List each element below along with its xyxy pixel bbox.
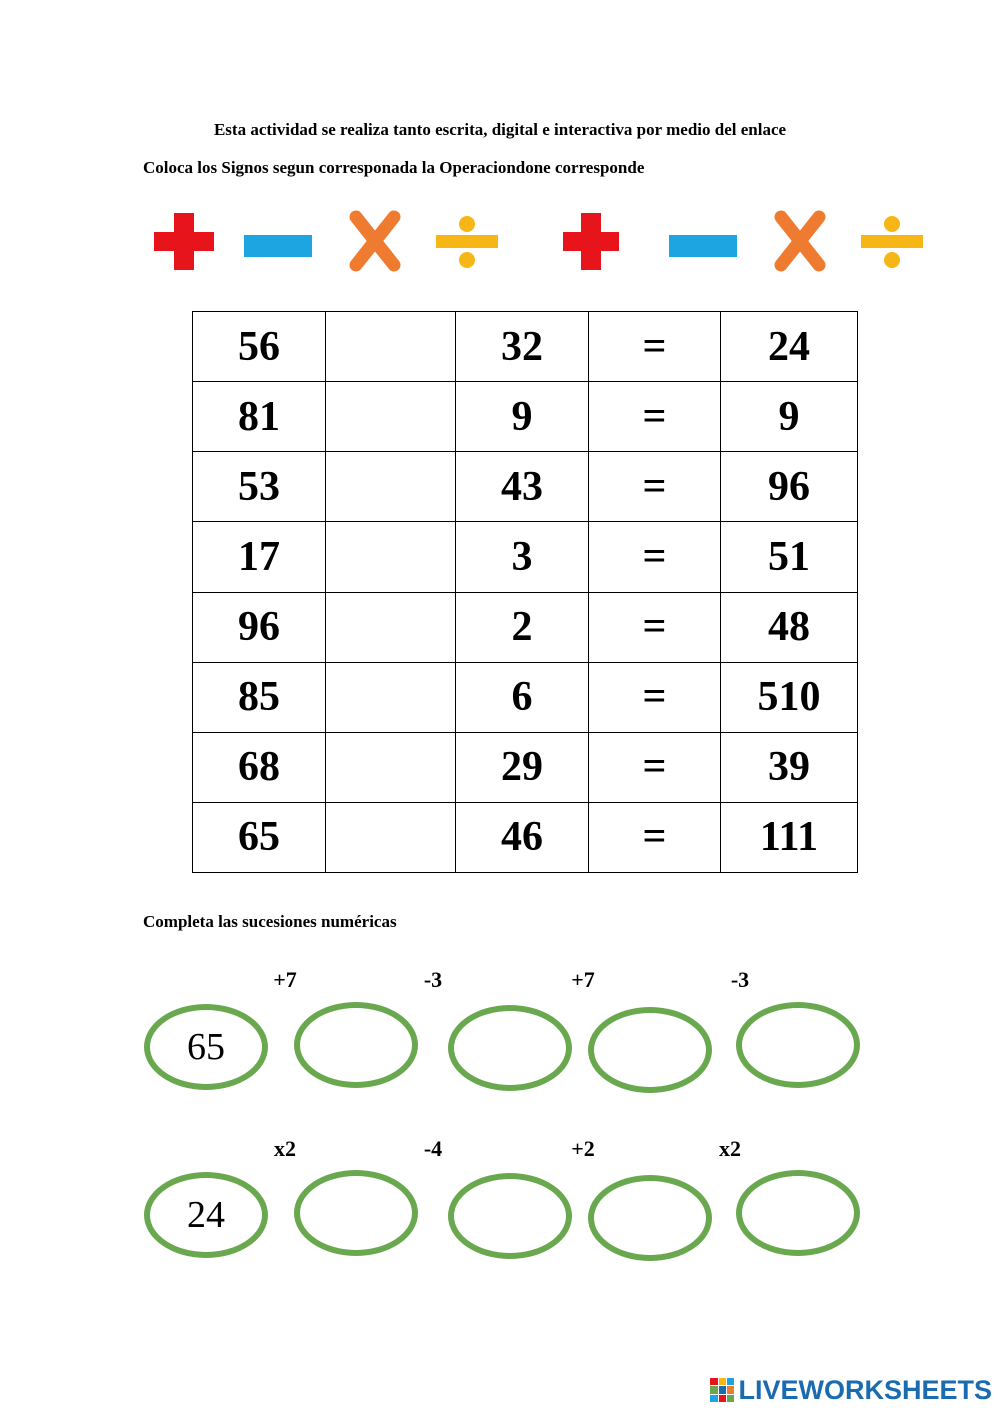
result: 9 [721,382,858,452]
sequence-answer-input[interactable] [294,1170,418,1256]
step-label: +2 [571,1136,595,1161]
minus-sign-icon[interactable] [240,205,320,280]
operand-b: 29 [456,732,589,802]
divide-sign-icon[interactable] [855,205,935,280]
result: 51 [721,522,858,592]
operand-b: 6 [456,662,589,732]
equals-sign: = [589,592,721,662]
table-row [193,452,858,522]
intro-text: Esta actividad se realiza tanto escrita, digital e interactiva por medio del enlace [213,120,787,139]
table-row [193,732,858,802]
result: 39 [721,732,858,802]
equals-sign: = [589,382,721,452]
operand-b: 46 [456,802,589,872]
operations-table [192,311,858,873]
step-label: x2 [274,1136,296,1161]
divide-sign-icon[interactable] [430,205,510,280]
sequences-title: Completa las sucesiones numéricas [143,912,397,931]
equals-sign: = [589,522,721,592]
operand-a: 56 [193,312,326,382]
equals-sign: = [589,662,721,732]
operand-b: 2 [456,592,589,662]
table-row [193,522,858,592]
table-row [193,662,858,732]
plus-sign-icon[interactable] [148,205,228,280]
sequence-answer-input[interactable] [736,1002,860,1088]
step-label: -3 [730,967,750,992]
signs-palette [0,205,1000,280]
sign-drop-cell[interactable] [326,522,456,592]
table-row [193,802,858,872]
operand-a: 81 [193,382,326,452]
sign-drop-cell[interactable] [326,802,456,872]
plus-sign-icon[interactable] [557,205,637,280]
result: 510 [721,662,858,732]
sequence-answer-input[interactable] [448,1005,572,1091]
operand-a: 96 [193,592,326,662]
result: 96 [721,452,858,522]
logo-grid-icon [710,1378,734,1402]
operand-a: 17 [193,522,326,592]
equals-sign: = [589,312,721,382]
result: 48 [721,592,858,662]
step-label: x2 [719,1136,741,1161]
sign-drop-cell[interactable] [326,592,456,662]
sequence-start-value: 24 [144,1172,268,1258]
equals-sign: = [589,452,721,522]
sequence-answer-input[interactable] [588,1175,712,1261]
operand-b: 9 [456,382,589,452]
sign-drop-cell[interactable] [326,732,456,802]
equals-sign: = [589,802,721,872]
table-row [193,382,858,452]
result: 111 [721,802,858,872]
sequence-answer-input[interactable] [294,1002,418,1088]
operand-b: 3 [456,522,589,592]
table-row [193,312,858,382]
sign-drop-cell[interactable] [326,452,456,522]
sequence-answer-input[interactable] [588,1007,712,1093]
operand-b: 43 [456,452,589,522]
step-label: -3 [423,967,443,992]
step-label: -4 [423,1136,443,1161]
step-label: +7 [571,967,595,992]
sign-drop-cell[interactable] [326,382,456,452]
operand-a: 85 [193,662,326,732]
times-sign-icon[interactable] [338,205,418,280]
equals-sign: = [589,732,721,802]
minus-sign-icon[interactable] [665,205,745,280]
sequence-answer-input[interactable] [736,1170,860,1256]
sequence-start-value: 65 [144,1004,268,1090]
sign-drop-cell[interactable] [326,312,456,382]
operand-b: 32 [456,312,589,382]
operand-a: 68 [193,732,326,802]
liveworksheets-logo [710,1375,992,1405]
brand-name: LIVEWORKSHEETS [738,1374,992,1405]
operand-a: 65 [193,802,326,872]
instruction-text: Coloca los Signos segun corresponada la Operaciondone corresponde [143,158,645,177]
table-row [193,592,858,662]
result: 24 [721,312,858,382]
step-label: +7 [273,967,297,992]
sign-drop-cell[interactable] [326,662,456,732]
operand-a: 53 [193,452,326,522]
times-sign-icon[interactable] [763,205,843,280]
sequence-answer-input[interactable] [448,1173,572,1259]
